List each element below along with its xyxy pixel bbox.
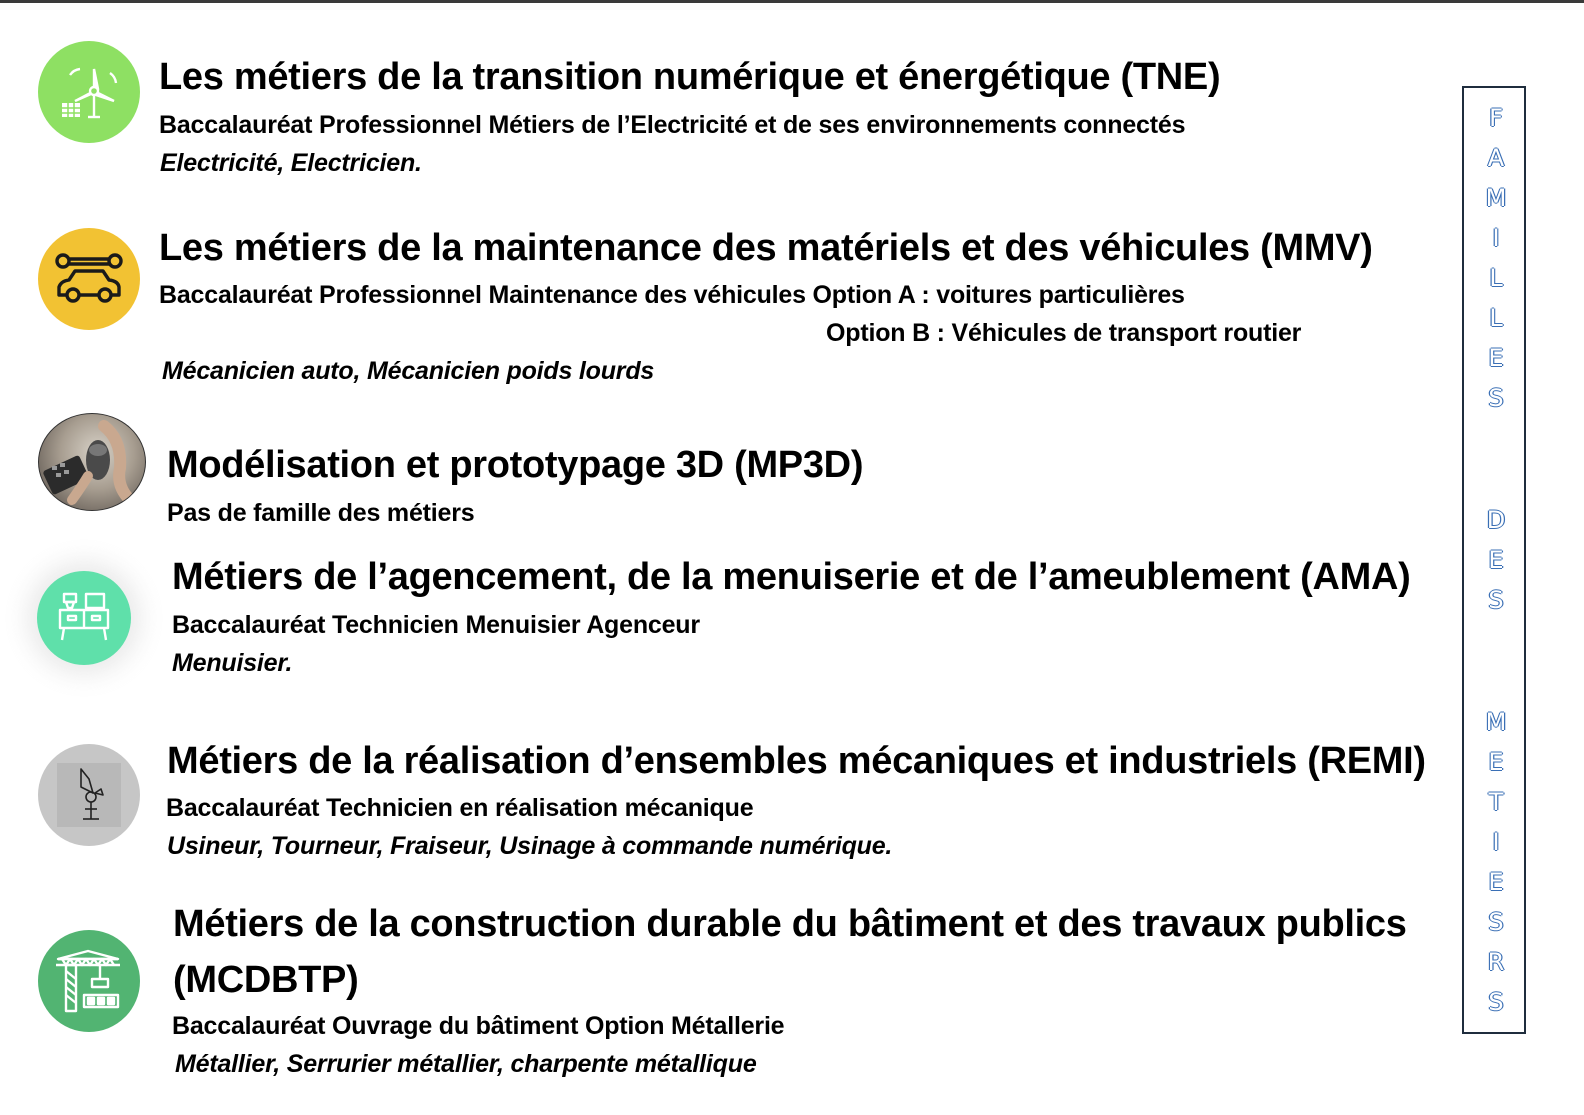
- side-letter: L: [1489, 264, 1503, 292]
- section-title-mcdbtp: Métiers de la construction durable du bâtiment et des travaux publics (MCDBTP): [173, 903, 1407, 1001]
- section-title-ama: Métiers de l’agencement, de la menuiserie et de l’ameublement (AMA): [172, 556, 1411, 598]
- section-diploma-ama: Baccalauréat Technicien Menuisier Agenceur: [172, 611, 700, 639]
- side-letter: F: [1489, 104, 1503, 132]
- machining-tool-icon: [38, 744, 140, 846]
- side-letter: I: [1492, 224, 1500, 252]
- vertical-label-box: [1462, 86, 1526, 1034]
- section-diploma-mmv-option-b: Option B : Véhicules de transport routier: [826, 319, 1302, 347]
- section-diploma-mp3d: Pas de famille des métiers: [167, 499, 475, 527]
- side-letter: E: [1488, 546, 1504, 574]
- side-letter: S: [1488, 988, 1504, 1016]
- wind-turbine-solar-icon: [38, 41, 140, 143]
- section-jobs-remi: Usineur, Tourneur, Fraiseur, Usinage à commande numérique.: [167, 832, 893, 860]
- section-jobs-ama: Menuisier.: [172, 649, 293, 677]
- section-jobs-tne: Electricité, Electricien.: [160, 149, 422, 177]
- side-letter: M: [1485, 708, 1507, 736]
- side-letter: S: [1488, 384, 1504, 412]
- top-rule: [0, 0, 1584, 3]
- side-letter: E: [1488, 748, 1504, 776]
- section-jobs-mcdbtp: Métallier, Serrurier métallier, charpente métallique: [175, 1050, 757, 1078]
- section-diploma-mmv: Baccalauréat Professionnel Maintenance des véhicules Option A : voitures particulières: [159, 281, 1185, 309]
- section-diploma-mcdbtp: Baccalauréat Ouvrage du bâtiment Option Métallerie: [172, 1012, 785, 1040]
- section-title-remi: Métiers de la réalisation d’ensembles mécaniques et industriels (REMI): [167, 740, 1426, 782]
- section-diploma-remi: Baccalauréat Technicien en réalisation mécanique: [166, 794, 754, 822]
- side-letter: L: [1489, 304, 1503, 332]
- side-letter: D: [1486, 506, 1506, 534]
- section-diploma-tne: Baccalauréat Professionnel Métiers de l’Electricité et de ses environnements connectés: [159, 111, 1186, 139]
- side-letter: A: [1487, 144, 1505, 172]
- side-letter: I: [1492, 828, 1500, 856]
- side-letter: S: [1488, 586, 1504, 614]
- section-title-mp3d: Modélisation et prototypage 3D (MP3D): [167, 444, 864, 486]
- side-letter: M: [1485, 184, 1507, 212]
- section-title-mmv: Les métiers de la maintenance des matériels et des véhicules (MMV): [159, 227, 1373, 269]
- side-letter: R: [1487, 948, 1505, 976]
- car-wrench-icon: [38, 228, 140, 330]
- 3d-prototyping-photo-icon: [38, 413, 146, 511]
- side-letter: S: [1488, 908, 1504, 936]
- side-letter: T: [1488, 788, 1504, 816]
- construction-crane-icon: [38, 930, 140, 1032]
- furniture-cabinet-icon: [37, 571, 131, 665]
- section-jobs-mmv: Mécanicien auto, Mécanicien poids lourds: [162, 357, 655, 385]
- section-title-tne: Les métiers de la transition numérique et énergétique (TNE): [159, 56, 1221, 98]
- side-letter: E: [1488, 868, 1504, 896]
- side-letter: E: [1488, 344, 1504, 372]
